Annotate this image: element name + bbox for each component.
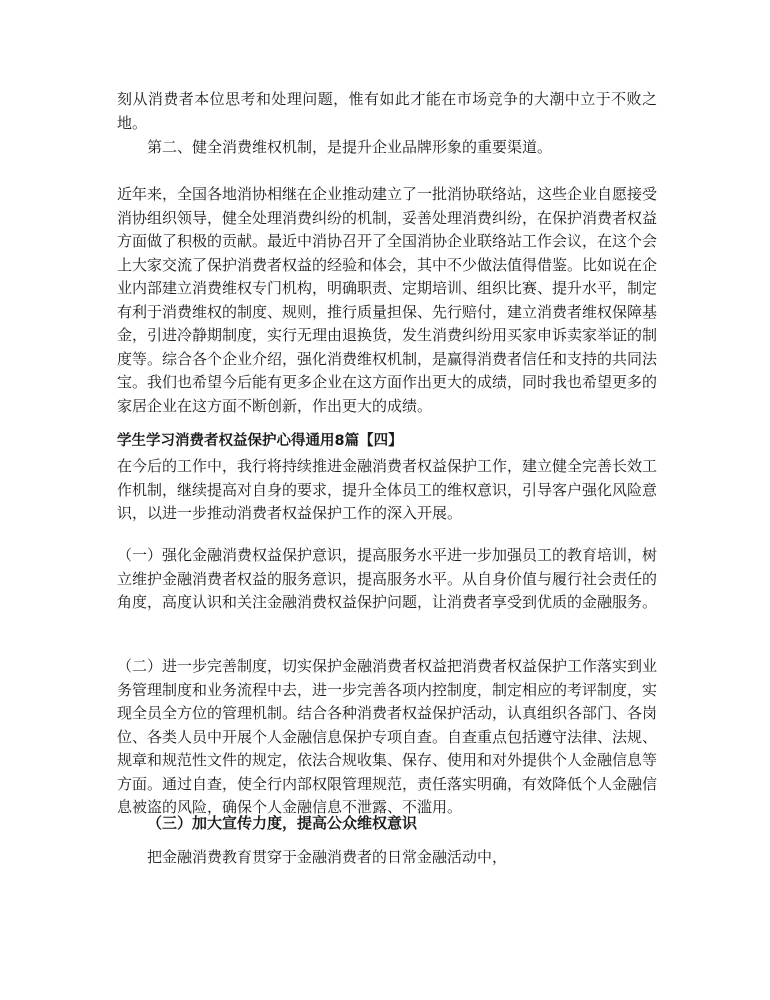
- section-heading: 学生学习消费者权益保护心得通用8篇【四】: [117, 433, 403, 449]
- paragraph-education: 把金融消费教育贯穿于金融消费者的日常金融活动中，: [147, 848, 508, 866]
- paragraph-future-work: 在今后的工作中，我行将持续推进金融消费者权益保护工作，建立健全完善长效工作机制，继续提高对自身的要求，提升全体员工的维权意识，引导客户强化风险意识，以进一步推动消费者权益保护工作的深入开展。: [117, 457, 658, 522]
- paragraph-point-two: （二）进一步完善制度，切实保护金融消费者权益把消费者权益保护工作落实到业务管理制度和业务流程中去，进一步完善各项内控制度，制定相应的考评制度，实现全员全方位的管理机制。结合各种消费者权益保护活动，认真组织各部门、各岗位、各类人员中开展个人金融信息保护专项自查。自查重点包括遵守法律、法规、规章和规范性文件的规定，依法合规收集、保存、使用和对外提供个人金融信息等方面。通过自查，使全行内部权限管理规范，责任落实明确，有效降低个人金融信息被盗的风险，确保个人金融信息不泄露、不滥用。: [117, 657, 658, 816]
- paragraph-point-one: （一）强化金融消费权益保护意识，提高服务水平进一步加强员工的教育培训，树立维护金融消费者权益的服务意识，提高服务水平。从自身价值与履行社会责任的角度，高度认识和关注金融消费权益保护问题，让消费者享受到优质的金融服务。: [117, 546, 658, 611]
- paragraph-second-point: 第二、健全消费维权机制，是提升企业品牌形象的重要渠道。: [147, 138, 553, 156]
- paragraph-continuation: 刻从消费者本位思考和处理问题，惟有如此才能在市场竞争的大潮中立于不败之地。: [117, 90, 657, 132]
- subheading-point-three: （三）加大宣传力度，提高公众维权意识: [147, 814, 418, 832]
- paragraph-recent-years: 近年来，全国各地消协相继在企业推动建立了一批消协联络站，这些企业自愿接受消协组织领导，健全处理消费纠纷的机制，妥善处理消费纠纷，在保护消费者权益方面做了积极的贡献。最近中消协召开了全国消协企业联络站工作会议，在这个会上大家交流了保护消费者权益的经验和体会，其中不少做法值得借鉴。比如说在企业内部建立消费维权专门机构，明确职责、定期培训、组织比赛、提升水平，制定有利于消费维权的制度、规则，推行质量担保、先行赔付，建立消费者维权保障基金，引进冷静期制度，实行无理由退换货，发生消费纠纷用买家申诉卖家举证的制度等。综合各个企业介绍，强化消费维权机制，是赢得消费者信任和支持的共同法宝。我们也希望今后能有更多企业在这方面作出更大的成绩，同时我也希望更多的家居企业在这方面不断创新，作出更大的成绩。: [117, 185, 658, 415]
